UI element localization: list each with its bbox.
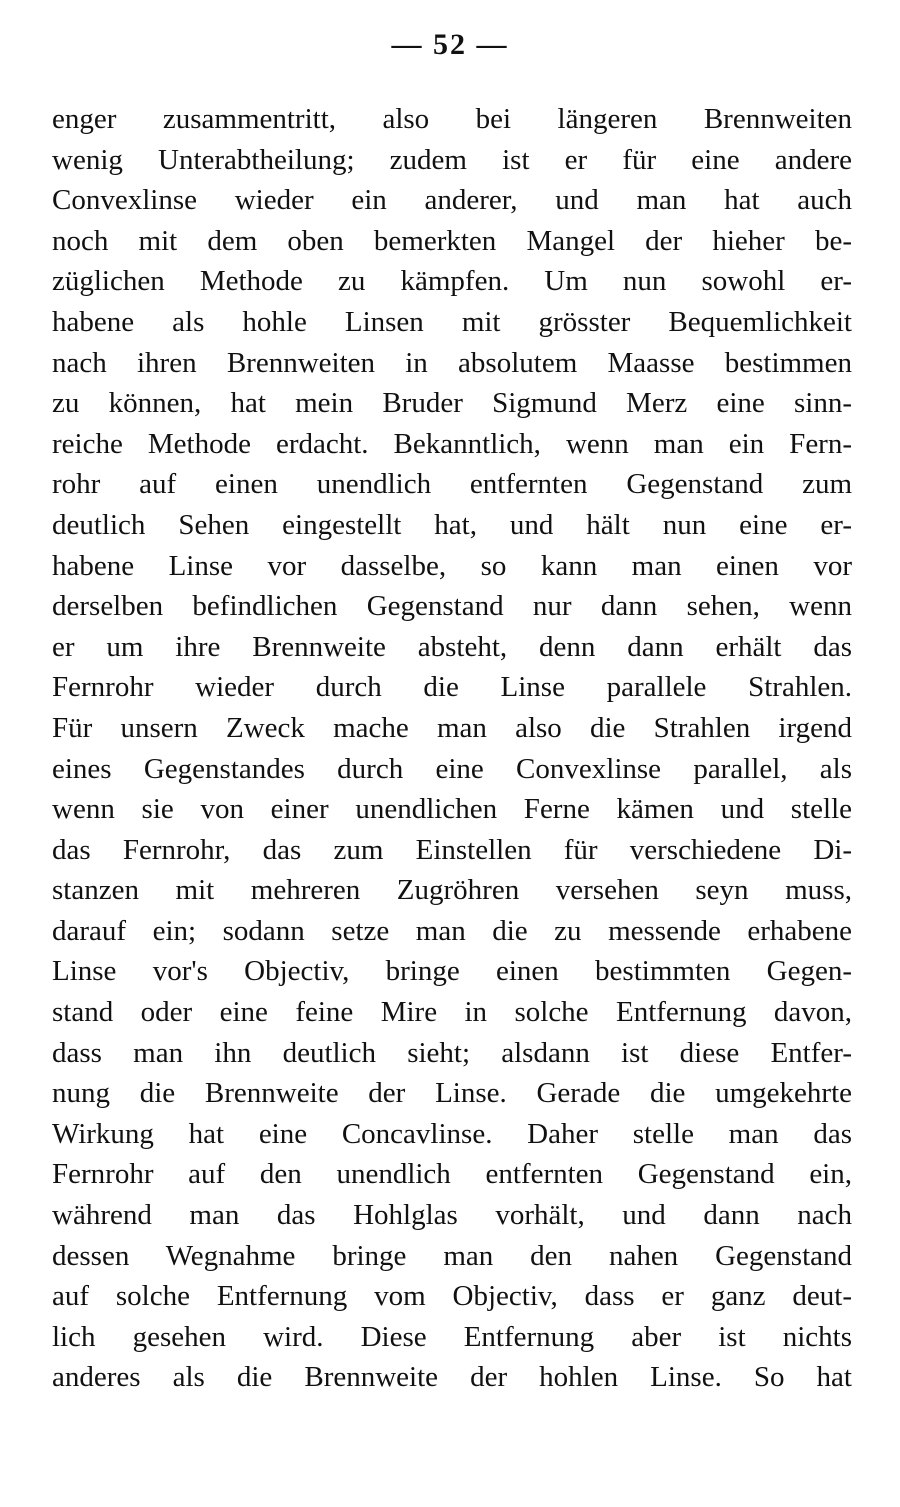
text-line: enger zusammentritt, also bei längeren Brennweiten	[52, 103, 852, 135]
text-line: er um ihre Brennweite absteht, denn dann erhält das	[52, 630, 852, 663]
text-line: auf solche Entfernung vom Objectiv, dass er ganz deut-	[52, 1280, 852, 1313]
text-line: zu können, hat mein Bruder Sigmund Merz eine sinn-	[52, 387, 852, 420]
text-line: lich gesehen wird. Diese Entfernung aber ist nichts	[52, 1320, 852, 1353]
text-line: stand oder eine feine Mire in solche Entfernung davon,	[52, 996, 852, 1029]
page-number: — 52 —	[391, 28, 509, 61]
text-line: während man das Hohlglas vorhält, und dann nach	[52, 1199, 852, 1232]
text-line: deutlich Sehen eingestellt hat, und hält nun eine er-	[52, 508, 852, 541]
text-line: Linse vor's Objectiv, bringe einen bestimmten Gegen-	[52, 955, 852, 988]
text-line: eines Gegenstandes durch eine Convexlinse parallel, als	[52, 752, 852, 785]
text-line: darauf ein; sodann setze man die zu messende erhabene	[52, 914, 852, 947]
text-line: Für unsern Zweck mache man also die Strahlen irgend	[52, 711, 852, 744]
text-line: derselben befindlichen Gegenstand nur dann sehen, wenn	[52, 590, 852, 623]
body-text	[52, 99, 852, 1398]
text-line: Fernrohr auf den unendlich entfernten Gegenstand ein,	[52, 1158, 852, 1191]
text-line: nung die Brennweite der Linse. Gerade die umgekehrte	[52, 1077, 852, 1110]
text-line: wenig Unterabtheilung; zudem ist er für eine andere	[52, 143, 852, 176]
text-line: Convexlinse wieder ein anderer, und man hat auch	[52, 184, 852, 217]
text-line: dass man ihn deutlich sieht; alsdann ist diese Entfer-	[52, 1036, 852, 1069]
text-line: anderes als die Brennweite der hohlen Linse. So hat	[52, 1361, 852, 1394]
text-line: wenn sie von einer unendlichen Ferne kämen und stelle	[52, 793, 852, 826]
text-line: stanzen mit mehreren Zugröhren versehen seyn muss,	[52, 874, 852, 907]
text-line: reiche Methode erdacht. Bekanntlich, wenn man ein Fern-	[52, 427, 852, 460]
text-line: das Fernrohr, das zum Einstellen für verschiedene Di-	[52, 833, 852, 866]
text-line: noch mit dem oben bemerkten Mangel der hieher be-	[52, 224, 852, 257]
text-line: habene Linse vor dasselbe, so kann man einen vor	[52, 549, 852, 582]
text-line: dessen Wegnahme bringe man den nahen Gegenstand	[52, 1239, 852, 1272]
text-line: Wirkung hat eine Concavlinse. Daher stelle man das	[52, 1117, 852, 1150]
text-line: Fernrohr wieder durch die Linse parallele Strahlen.	[52, 671, 852, 704]
text-line: züglichen Methode zu kämpfen. Um nun sowohl er-	[52, 265, 852, 298]
text-line: rohr auf einen unendlich entfernten Gegenstand zum	[52, 468, 852, 501]
text-line: habene als hohle Linsen mit grösster Bequemlichkeit	[52, 305, 852, 338]
text-line: nach ihren Brennweiten in absolutem Maasse bestimmen	[52, 346, 852, 379]
